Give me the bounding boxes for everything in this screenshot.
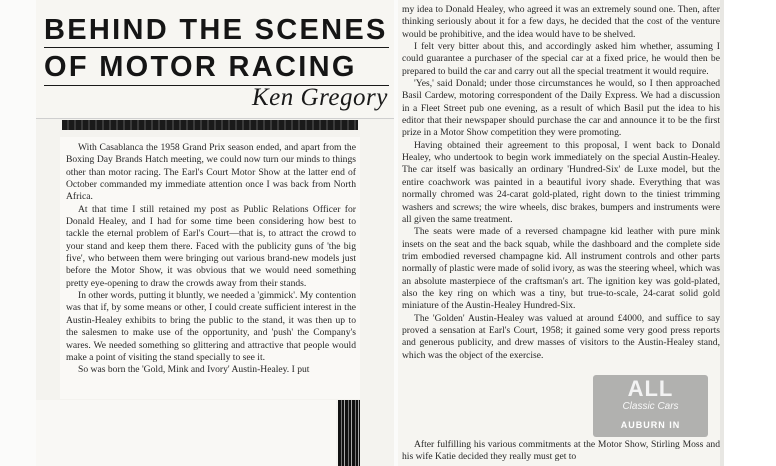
paragraph: The 'Golden' Austin-Healey was valued at around £4000, and suffice to say proved a sensation at Earl's Court, 1958; it gained some very good press reports and generous publicity, and drew masses of visitors to the Austin-Healey stand, which was the object of the exercise.	[402, 312, 720, 361]
watermark-logo	[593, 375, 708, 437]
paragraph: At that time I still retained my post as Public Relations Officer for Donald Healey, and I had for some time been considering how best to tackle the eternal problem of Earl's Court—that is, to attract the crowd to your stand and keep them there. Faced with the publicity guns of 'the big five', who between them were bringing out various brand-new models just before the Motor Show, it was obvious that we would need something pretty eye-opening to draw the crowds away from their stands.	[66, 203, 356, 289]
paragraph: my idea to Donald Healey, who agreed it was an extremely sound one. Then, after thinking seriously about it for a few days, he decided that the cost of the venture would be prohibitive, and the idea would have to be shelved.	[402, 4, 720, 40]
header-divider-bar	[62, 120, 358, 130]
article-title-line-2: OF MOTOR RACING	[44, 51, 357, 83]
paragraph: With Casablanca the 1958 Grand Prix season ended, and apart from the Boxing Day Brands Hatch meeting, we could now turn our minds to things other than motor racing. The Earl's Court Motor Show at the latter end of October commanded my immediate attention once I was back from North Africa.	[66, 142, 356, 203]
right-margin	[724, 0, 776, 466]
paragraph: After fulfilling his various commitments at the Motor Show, Stirling Moss and his wife Katie decided they really must get to	[402, 439, 720, 463]
watermark-location: AUBURN IN	[620, 420, 681, 430]
paragraph: Having obtained their agreement to this proposal, I went back to Donald Healey, who undertook to begin work immediately on the special Austin-Healey. The car itself was basically an ordinary 'Hundred-Six' de Luxe model, but the entire coachwork was painted in a beautiful ivory shade. Everything that was normally chromed was 24-carat gold-plated, right down to the tiniest trimming washers and screws; the wire wheels, disc brakes, bumpers and instruments were all given the same treatment.	[402, 139, 720, 225]
left-page-margin	[36, 400, 336, 466]
photo-strip	[338, 400, 360, 466]
paragraph: I felt very bitter about this, and accordingly asked him whether, assuming I could guarantee a purchaser of the special car at a fixed price, he would then be prepared to build the car and carry out all the special treatment it would require.	[402, 41, 720, 77]
paragraph: So was born the 'Gold, Mink and Ivory' Austin-Healey. I put	[78, 364, 310, 376]
title-rule-1	[44, 47, 389, 48]
left-column-text	[60, 137, 360, 377]
right-column-tail	[402, 439, 720, 464]
right-text-column	[402, 0, 720, 362]
paragraph: The seats were made of a reversed champagne kid leather with pure mink insets on the seat and the back squab, while the dashboard and the complete side trim embodied reversed champagne kid. All instrument controls and other parts normally of plastic were made of solid ivory, as was the steering wheel, which was an absolute masterpiece of the craftsman's art. The ignition key was gold-plated, also the key ring on which was a tiny, but true-to-scale, 24-carat solid gold miniature of the Austin-Healey Hundred-Six.	[402, 226, 721, 312]
paragraph: In other words, putting it bluntly, we needed a 'gimmick'. My contention was that if, by some means or other, I could create sufficient interest in the Austin-Healey exhibits to bring the public to the stand, it was then up to the salesmen to make use of the opportunity, and 'push' the Company's wares. We needed something so glittering and attractive that people would make a point of visiting the stand specially to see it.	[66, 290, 356, 363]
article-title-line-1: BEHIND THE SCENES	[44, 14, 388, 46]
author-signature: Ken Gregory	[252, 84, 388, 111]
paragraph: 'Yes,' said Donald; under those circumstances he would, so I then approached Basil Cardew, motoring correspondent of the Daily Express. We had a discussion in a Fleet Street pub one evening, as a result of which Basil put the idea to his editor that their newspaper should purchase the car and announce it to be the first prize in a Motor Show competition they were promoting.	[402, 78, 720, 139]
watermark-subtitle: Classic Cars	[622, 401, 679, 412]
right-column-text	[402, 0, 720, 362]
left-text-column	[60, 137, 360, 399]
tail-text-wrap	[402, 439, 720, 464]
watermark-big-text: ALL	[627, 376, 674, 401]
